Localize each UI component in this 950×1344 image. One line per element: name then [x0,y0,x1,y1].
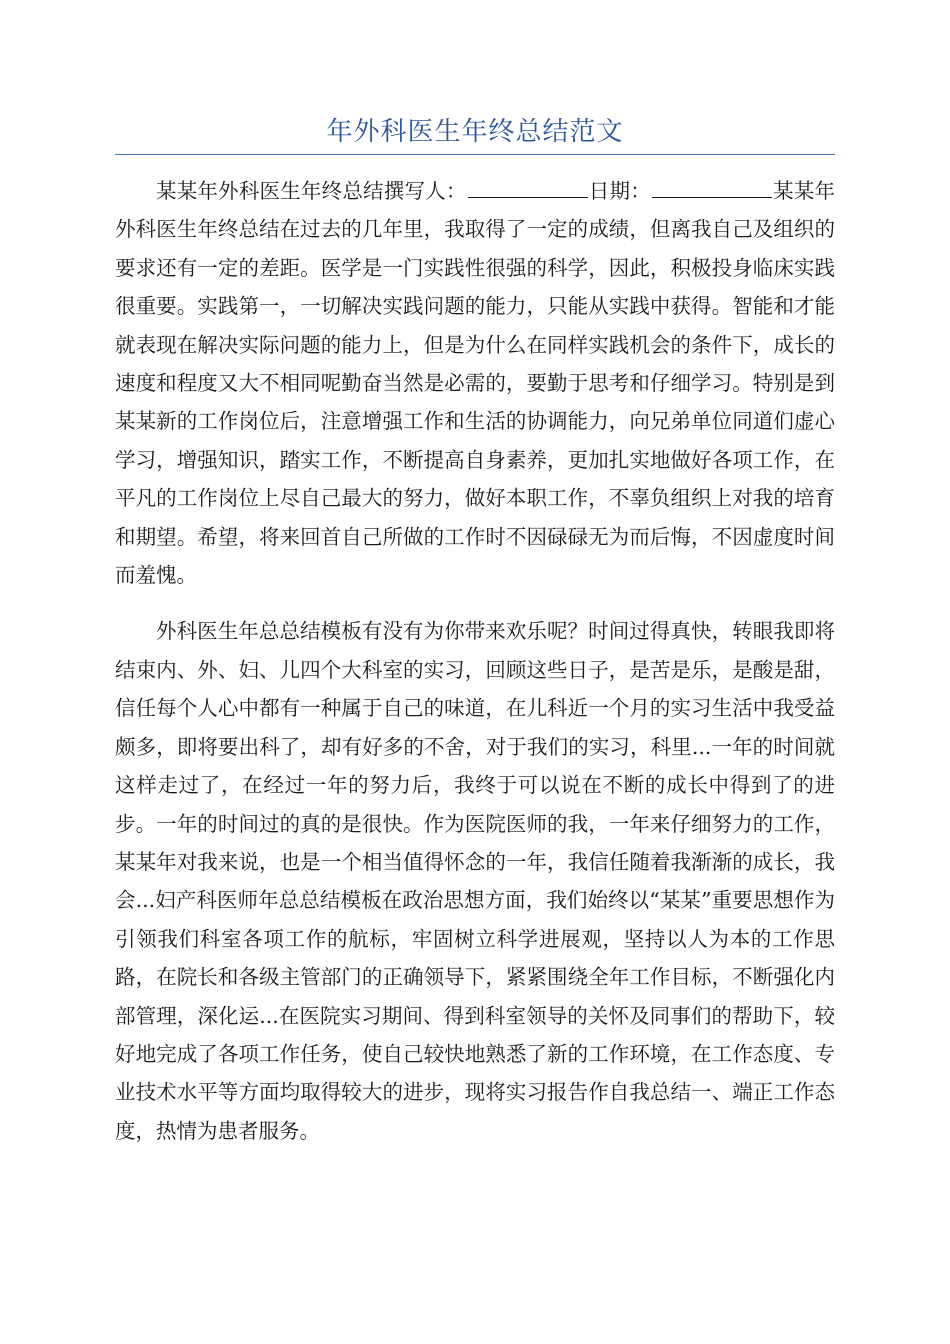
date-blank-field [652,177,772,199]
paragraph-1 [115,172,835,594]
author-blank-field [468,177,588,199]
document-title: 年外科医生年终总结范文 [326,117,624,147]
paragraph-1-text: 某某年外科医生年终总结在过去的几年里，我取得了一定的成绩，但离我自己及组织的要求还有一定的差距。医学是一门实践性很强的科学，因此，积极投身临床实践很重要。实践第一，一切解决实践问题的能力，只能从实践中获得。智能和才能就表现在解决实际问题的能力上，但是为什么在同样实践机会的条件下，成长的速度和程度又大不相同呢勤奋当然是必需的，要勤于思考和仔细学习。特别是到某某新的工作岗位后，注意增强工作和生活的协调能力，向兄弟单位同道们虚心学习，增强知识，踏实工作，不断提高自身素养，更加扎实地做好各项工作，在平凡的工作岗位上尽自己最大的努力，做好本职工作，不辜负组织上对我的培育和期望。希望，将来回首自己所做的工作时不因碌碌无为而后悔，不因虚度时间而羞愧。 [115,179,836,588]
author-label: 某某年外科医生年终总结撰写人： [156,179,467,203]
document-body [115,172,835,1168]
title-underline-divider [115,154,835,155]
paragraph-2: 外科医生年总总结模板有没有为你带来欢乐呢？时间过得真快，转眼我即将结束内、外、妇、儿四个大科室的实习，回顾这些日子，是苦是乐，是酸是甜，信任每个人心中都有一种属于自己的味道，在儿科近一个月的实习生活中我受益颇多，即将要出科了，却有好多的不舍，对于我们的实习，科里...一年的时间就这样走过了，在经过一年的努力后，我终于可以说在不断的成长中得到了的进步。一年的时间过的真的是很快。作为医院医师的我，一年来仔细努力的工作，某某年对我来说，也是一个相当值得怀念的一年，我信任随着我渐渐的成长，我会...妇产科医师年总总结模板在政治思想方面，我们始终以“某某”重要思想作为引领我们科室各项工作的航标，牢固树立科学进展观，坚持以人为本的工作思路，在院长和各级主管部门的正确领导下，紧紧围绕全年工作目标，不断强化内部管理，深化运...在医院实习期间、得到科室领导的关怀及同事们的帮助下，较好地完成了各项工作任务，使自己较快地熟悉了新的工作环境，在工作态度、专业技术水平等方面均取得较大的进步，现将实习报告作自我总结一、端正工作态度，热情为患者服务。 [115,619,835,1143]
date-label: 日期： [588,179,651,203]
